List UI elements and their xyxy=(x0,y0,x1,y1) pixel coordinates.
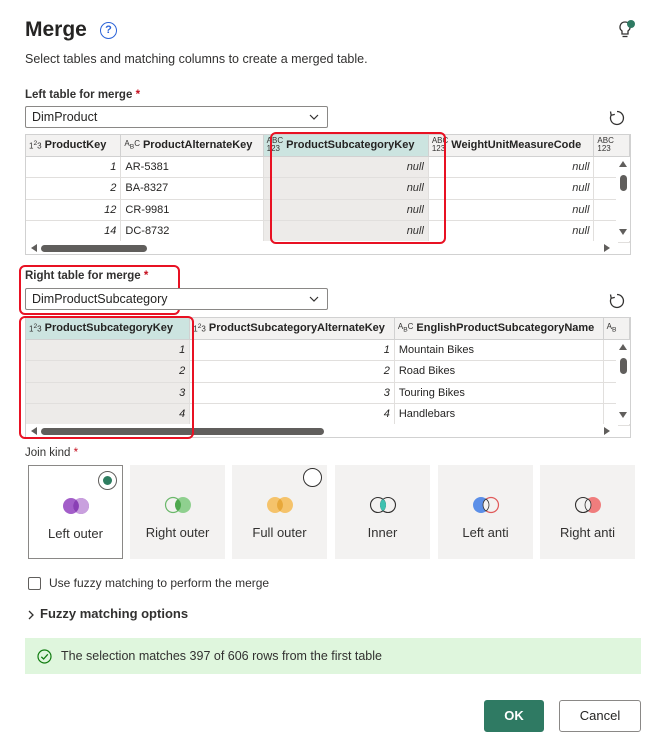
column-name: WeightUnitMeasureCode xyxy=(451,139,582,152)
join-option-label: Full outer xyxy=(252,525,307,540)
match-status-text: The selection matches 397 of 606 rows from the first table xyxy=(61,649,382,663)
scrollbar-thumb[interactable] xyxy=(620,175,627,191)
column-header[interactable] xyxy=(603,318,629,339)
fuzzy-matching-label[interactable]: Use fuzzy matching to perform the merge xyxy=(49,576,270,590)
required-mark: * xyxy=(135,89,141,101)
join-right-anti[interactable] xyxy=(540,465,635,559)
cell: 1 xyxy=(26,339,190,361)
cell: null xyxy=(428,221,594,243)
number-type-icon: $1^23$ xyxy=(193,323,206,334)
venn-left-outer-icon xyxy=(58,496,94,516)
join-option-label: Left outer xyxy=(48,526,103,541)
scroll-right-arrow-icon[interactable] xyxy=(604,427,610,435)
ok-button[interactable]: OK xyxy=(484,700,544,732)
scroll-left-arrow-icon[interactable] xyxy=(31,244,37,252)
venn-right-anti-icon xyxy=(570,495,606,515)
cell: 4 xyxy=(26,404,190,426)
vertical-scrollbar[interactable] xyxy=(616,157,630,241)
success-check-icon xyxy=(37,649,52,664)
dialog-title: Merge xyxy=(25,18,87,41)
venn-inner-icon xyxy=(365,495,401,515)
text-type-icon: $A_B$ xyxy=(606,321,617,334)
column-name: EnglishProductSubcategoryName xyxy=(416,322,595,335)
highlight-left-key-column xyxy=(270,132,449,244)
join-option-label: Right outer xyxy=(145,525,210,540)
left-table-selected: DimProduct xyxy=(32,110,98,124)
venn-right-outer-icon xyxy=(160,495,196,515)
cell: null xyxy=(428,156,594,178)
cell: DC-8732 xyxy=(121,221,263,243)
refresh-icon[interactable] xyxy=(608,109,626,127)
cell: null xyxy=(263,199,428,221)
any-type-icon: ABC 123 xyxy=(266,136,284,154)
scroll-down-arrow-icon[interactable] xyxy=(619,412,627,418)
text-type-icon: $A_BC$ xyxy=(124,138,140,151)
required-mark: * xyxy=(73,447,79,459)
cell: BA-8327 xyxy=(121,178,263,200)
cell: 4 xyxy=(190,404,395,426)
fuzzy-matching-checkbox[interactable] xyxy=(28,577,41,590)
venn-full-outer-icon xyxy=(262,495,298,515)
scroll-right-arrow-icon[interactable] xyxy=(604,244,610,252)
any-type-icon: ABC 123 xyxy=(597,136,614,154)
dialog-subtitle: Select tables and matching columns to create a merged table. xyxy=(25,52,368,66)
join-option-label: Inner xyxy=(367,525,398,540)
cell: AR-5381 xyxy=(121,156,263,178)
any-type-icon: ABC 123 xyxy=(431,136,449,154)
column-name: ProductSubcategoryKey xyxy=(286,139,415,152)
help-icon[interactable]: ? xyxy=(100,22,117,39)
lightbulb-icon[interactable] xyxy=(617,20,635,40)
join-option-label: Right anti xyxy=(560,525,615,540)
cell: null xyxy=(263,178,428,200)
column-header[interactable] xyxy=(428,135,594,156)
fuzzy-options-expander[interactable] xyxy=(27,606,188,621)
join-kind-label xyxy=(25,447,78,459)
column-name: ProductSubcategoryAlternateKey xyxy=(208,322,385,335)
required-mark: * xyxy=(143,270,149,282)
scroll-up-arrow-icon[interactable] xyxy=(619,344,627,350)
right-table-dropdown[interactable] xyxy=(25,288,328,310)
cell: null xyxy=(428,199,594,221)
cell: Handlebars xyxy=(394,404,603,426)
column-header[interactable] xyxy=(121,135,263,156)
cell: null xyxy=(263,221,428,243)
join-left-outer[interactable] xyxy=(28,465,123,559)
join-option-label: Left anti xyxy=(462,525,509,540)
join-right-outer[interactable] xyxy=(130,465,225,559)
cell: 1 xyxy=(26,156,121,178)
match-status-banner xyxy=(25,638,641,674)
column-header[interactable] xyxy=(594,135,630,156)
cell: Road Bikes xyxy=(394,361,603,383)
cancel-button[interactable]: Cancel xyxy=(559,700,641,732)
right-table-label-text: Right table for merge xyxy=(25,270,141,282)
vertical-scrollbar[interactable] xyxy=(616,340,630,424)
column-header[interactable] xyxy=(190,318,395,339)
scroll-down-arrow-icon[interactable] xyxy=(619,229,627,235)
cell: null xyxy=(263,156,428,178)
radio-unselected-icon xyxy=(303,468,322,487)
join-full-outer[interactable] xyxy=(232,465,327,559)
number-type-icon: $1^23$ xyxy=(29,323,42,334)
cell: 3 xyxy=(190,382,395,404)
chevron-down-icon xyxy=(309,112,319,122)
cell: 14 xyxy=(26,221,121,243)
radio-selected-icon xyxy=(98,471,117,490)
cell: 12 xyxy=(26,199,121,221)
refresh-icon[interactable] xyxy=(608,292,626,310)
left-table-label xyxy=(25,89,140,101)
column-header[interactable] xyxy=(26,135,121,156)
fuzzy-options-label: Fuzzy matching options xyxy=(40,606,189,621)
chevron-down-icon xyxy=(309,294,319,304)
cell: Mountain Bikes xyxy=(394,339,603,361)
scroll-up-arrow-icon[interactable] xyxy=(619,161,627,167)
venn-left-anti-icon xyxy=(468,495,504,515)
cell: 2 xyxy=(190,361,395,383)
cell: 2 xyxy=(26,361,190,383)
column-header[interactable] xyxy=(394,318,603,339)
text-type-icon: $A_BC$ xyxy=(397,321,414,334)
chevron-right-icon xyxy=(27,610,35,620)
left-table-label-text: Left table for merge xyxy=(25,89,133,101)
cell: 3 xyxy=(26,382,190,404)
column-name: ProductSubcategoryKey xyxy=(44,322,173,335)
column-name: ProductKey xyxy=(44,139,107,152)
cell: 2 xyxy=(26,178,121,200)
cell: 1 xyxy=(190,339,395,361)
join-kind-label-text: Join kind xyxy=(25,447,71,459)
right-table-selected: DimProductSubcategory xyxy=(32,292,168,306)
number-type-icon: $1^23$ xyxy=(29,140,42,151)
cell: Touring Bikes xyxy=(394,382,603,404)
cell: null xyxy=(428,178,594,200)
join-left-anti[interactable] xyxy=(438,465,533,559)
join-inner[interactable] xyxy=(335,465,430,559)
column-name: ProductAlternateKey xyxy=(142,139,253,152)
scrollbar-thumb[interactable] xyxy=(620,358,627,374)
scrollbar-thumb[interactable] xyxy=(41,245,147,252)
cell: CR-9981 xyxy=(121,199,263,221)
left-table-dropdown[interactable] xyxy=(25,106,328,128)
highlight-right-key-column xyxy=(19,316,194,439)
